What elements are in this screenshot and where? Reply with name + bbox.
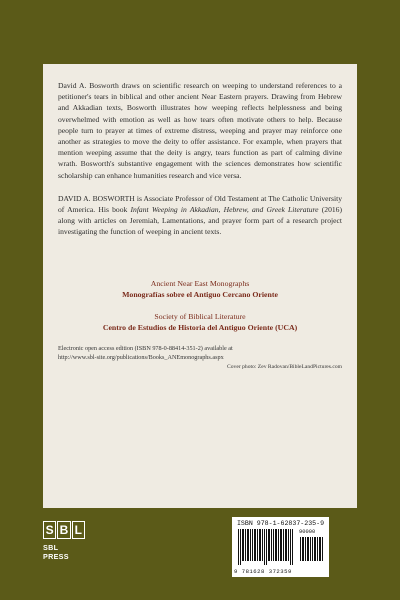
isbn-barcode [232, 517, 329, 577]
publisher-line-1: Society of Biblical Literature [154, 311, 246, 321]
author-book-title: Infant Weeping in Akkadian, Hebrew, and Greek Literature [130, 205, 319, 215]
open-access-url[interactable]: http://www.sbl-site.org/publications/Books_ANEmonographs.aspx [58, 353, 224, 361]
logo-letter-b: B [57, 521, 70, 539]
series-title-spanish: Monografías sobre el Antiguo Cercano Oriente [122, 289, 278, 299]
publisher-line-2: Centro de Estudios de Historia del Antiguo Oriente (UCA) [102, 322, 298, 332]
isbn-number: ISBN 978-1-62837-235-9 [236, 520, 325, 527]
publisher-info [58, 311, 342, 333]
logo-letter-s: S [43, 521, 56, 539]
sbl-press-logo [43, 521, 85, 565]
barcode-bars [236, 529, 298, 565]
cover-photo-credit: Cover photo: Zev Radovan/BibleLandPictures.com [227, 363, 342, 370]
open-access-line-1: Electronic open access edition (ISBN 978-0-88414-351-2) available at [58, 344, 233, 352]
author-bio-text-2: (2016) along with articles on Jeremiah, Lamentations, and prayer form part of a research project investigating the function of weeping in ancient texts. [58, 205, 342, 237]
barcode-addon [299, 529, 325, 563]
author-bio-text-1: DAVID A. BOSWORTH is Associate Professor of Old Testament at The Catholic University of America. His book [58, 193, 342, 215]
book-description: David A. Bosworth draws on scientific research on weeping to understand references to a petitioner's tears in biblical and other ancient Near Eastern prayers. Drawing from Hebrew and Akkadian texts, Bosworth illustrates how weeping reflects helplessness and being overwhelmed with emotion as well as how tears often motivate others to help. Because people turn to prayer at times of extreme distress, weeping and prayer may reinforce one another as strategies to move the deity to offer assistance. For example, when prayers that mention weeping assume that the deity is angry, tears function as part of calming divine wrath. Bosworth's substantive engagement with the sciences demonstrates how scientific scholarship can enhance humanities research and vice versa. [58, 81, 342, 180]
open-access-note [58, 344, 342, 362]
barcode-digits: 9 781628 372359 [234, 568, 292, 575]
addon-bars [299, 535, 325, 561]
logo-press-text: SBL PRESS [43, 543, 69, 561]
series-title [58, 278, 342, 300]
back-cover-panel [43, 64, 357, 508]
author-bio [58, 193, 342, 238]
logo-letter-l: L [72, 521, 85, 539]
addon-digits: 90000 [299, 529, 316, 535]
series-title-english: Ancient Near East Monographs [150, 278, 250, 288]
